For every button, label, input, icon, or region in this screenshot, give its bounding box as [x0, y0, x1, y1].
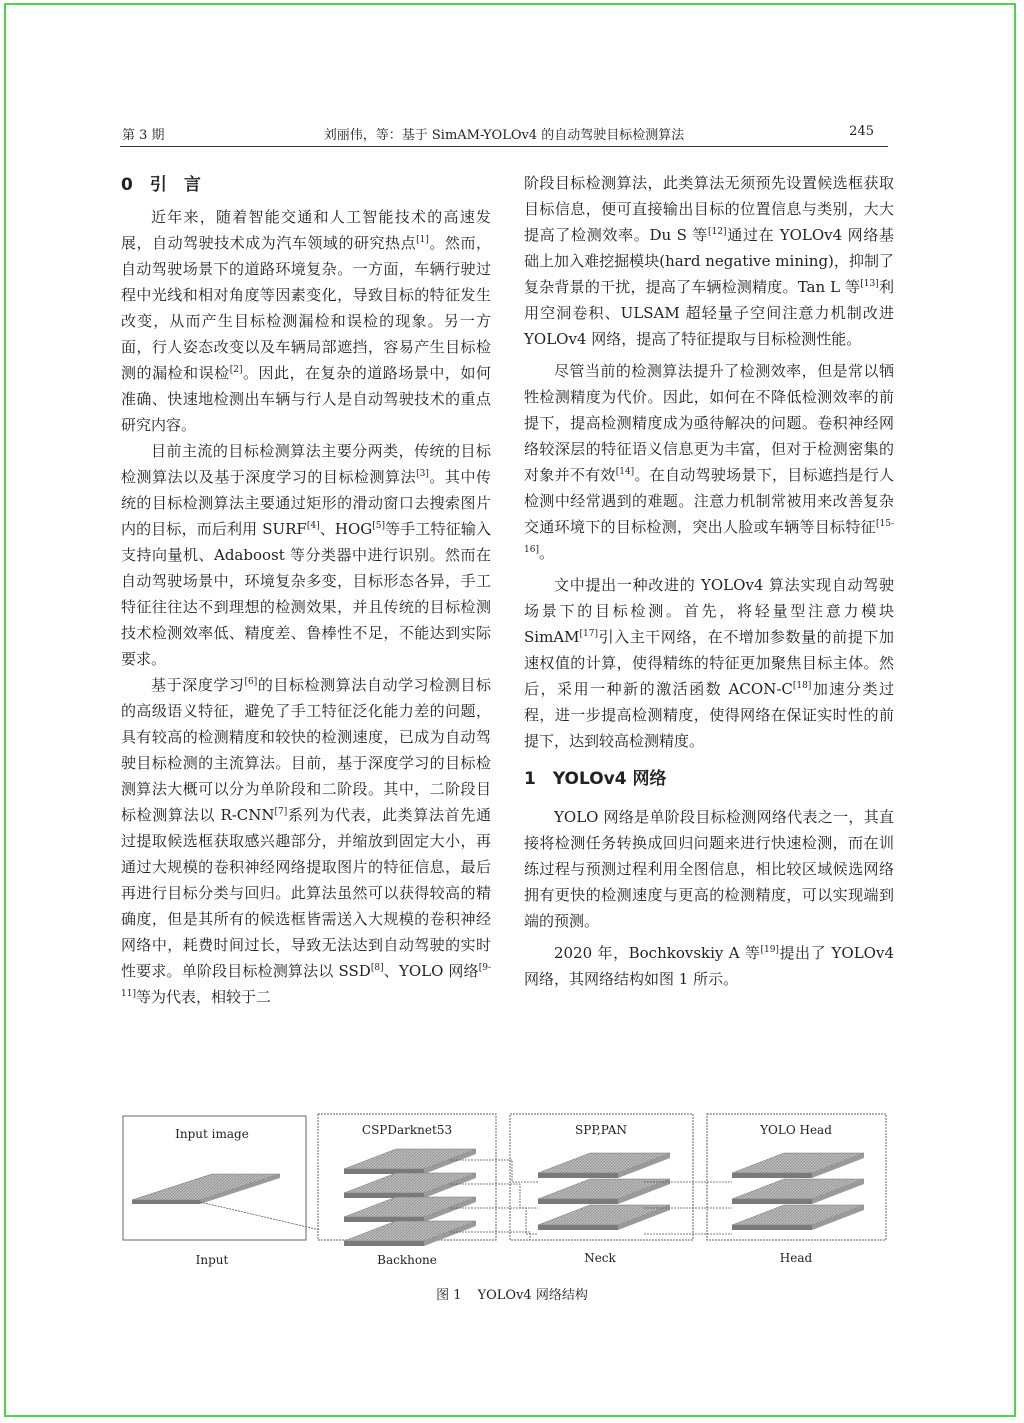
right-column	[524, 170, 894, 992]
intro-paragraph-5: 文中提出一种改进的 YOLOv4 算法实现自动驾驶场景下的目标检测。首先，将轻量型注意力模块 SimAM[17]引入主干网络，在不增加参数量的前提下加速权值的计算，使得精练的特征更加聚焦目标主体。然后，采用一种新的激活函数 ACON-C[18]加速分类过程，进一步提高检测精度，使得网络在保证实时性的前提下，达到较高检测精度。	[524, 576, 894, 750]
yolo-paragraph-2: 2020 年，Bochkovskiy A 等[19]提出了 YOLOv4 网络，其网络结构如图 1 所示。	[524, 944, 894, 988]
intro-paragraph-1: 近年来，随着智能交通和人工智能技术的高速发展，自动驾驶技术成为汽车领域的研究热点[1]。然而，自动驾驶场景下的道路环境复杂。一方面，车辆行驶过程中光线和相对角度等因素变化，导致目标的特征发生改变，从而产生目标检测漏检和误检的现象。另一方面，行人姿态改变以及车辆局部遮挡，容易产生目标检测的漏检和误检[2]。因此，在复杂的道路场景中，如何准确、快速地检测出车辆与行人是自动驾驶技术的重点研究内容。	[121, 208, 491, 434]
intro-paragraph-4: 尽管当前的检测算法提升了检测效率，但是常以牺牲检测精度为代价。因此，如何在不降低检测效率的前提下，提高检测精度成为亟待解决的问题。卷积神经网络较深层的特征语义信息更为丰富，但对于检测密集的对象并不有效[14]。在自动驾驶场景下，目标遮挡是行人检测中经常遇到的难题。注意力机制常被用来改善复杂交通环境下的目标检测，突出人脸或车辆等目标特征[15-16]。	[524, 362, 894, 562]
intro-paragraph-2: 目前主流的目标检测算法主要分两类，传统的目标检测算法以及基于深度学习的目标检测算法[3]。其中传统的目标检测算法主要通过矩形的滑动窗口去搜索图片内的目标，而后利用 SURF[4]、HOG[5]等手工特征输入支持向量机、Adaboost 等分类器中进行识别。然而在自动驾驶场景中，环境复杂多变，目标形态各异，手工特征往往达不到理想的检测效果，并且传统的目标检测技术检测效率低、精度差、鲁棒性不足，不能达到实际要求。	[121, 442, 491, 668]
yolov4-architecture-figure	[120, 1112, 890, 1272]
head-box-title: YOLO Head	[760, 1123, 832, 1137]
citation[interactable]: [15-16]	[524, 519, 894, 555]
stage-label-neck: Neck	[584, 1251, 616, 1265]
figure-caption-text: YOLOv4 网络结构	[477, 1288, 588, 1303]
stage-label-input: Input	[195, 1253, 229, 1267]
citation[interactable]: [18]	[792, 681, 812, 691]
backbone-box-title: CSPDarknet53	[361, 1123, 453, 1137]
head-feature-layers	[732, 1153, 864, 1230]
section-0-heading: 0 引 言	[121, 175, 201, 195]
citation[interactable]: [17]	[579, 629, 598, 639]
citation[interactable]: [3]	[416, 469, 429, 479]
citation[interactable]: [4]	[306, 521, 320, 531]
section-1-heading: 1 YOLOv4 网络	[524, 769, 667, 789]
citation[interactable]: [5]	[372, 521, 385, 531]
intro-paragraph-3-cont: 阶段目标检测算法，此类算法无须预先设置候选框获取目标信息，便可直接输出目标的位置信息与类别，大大提高了检测效率。Du S 等[12]通过在 YOLOv4 网络基础上加入难挖掘模块(hard negative mining)，抑制了复杂背景的干扰，提高了车辆检测精度。Tan L 等[13]利用空洞卷积、ULSAM 超轻量子空间注意力机制改进 YOLOv4 网络，提高了特征提取与目标检测性能。	[524, 174, 895, 348]
yolo-paragraph-1: YOLO 网络是单阶段目标检测网络代表之一，其直接将检测任务转换成回归问题来进行快速检测，而在训练过程与预测过程利用全图信息，相比较区域候选网络拥有更快的检测速度与更高的检测精度，可以实现端到端的预测。	[524, 808, 894, 930]
citation[interactable]: [9-11]	[121, 963, 491, 999]
neck-box-title: SPP,PAN	[575, 1123, 627, 1137]
left-column	[121, 170, 491, 1010]
backbone-feature-layers	[344, 1149, 476, 1246]
issue-number: 第 3 期	[122, 128, 165, 143]
neck-feature-layers	[538, 1153, 670, 1230]
citation[interactable]: [13]	[860, 279, 879, 289]
input-box-title: Input image	[175, 1127, 249, 1141]
citation[interactable]: [19]	[760, 945, 779, 955]
page-number: 245	[849, 124, 874, 139]
article-title: 刘丽伟，等：基于 SimAM-YOLOv4 的自动驾驶目标检测算法	[323, 128, 685, 143]
figure-number: 图 1	[436, 1288, 462, 1303]
citation[interactable]: [6]	[244, 677, 258, 687]
intro-paragraph-3: 基于深度学习[6]的目标检测算法自动学习检测目标的高级语义特征，避免了手工特征泛化能力差的问题，具有较高的检测精度和较快的检测速度，已成为自动驾驶目标检测的主流算法。目前，基于深度学习的目标检测算法大概可以分为单阶段和二阶段。其中，二阶段目标检测算法以 R-CNN[7]系列为代表，此类算法首先通过提取候选框获取感兴趣部分，并缩放到固定大小，再通过大规模的卷积神经网络提取图片的特征信息，最后再进行目标分类与回归。此算法虽然可以获得较高的精确度，但是其所有的候选框皆需送入大规模的卷积神经网络中，耗费时间过长，导致无法达到自动驾驶的实时性要求。单阶段目标检测算法以 SSD[8]、YOLO 网络[9-11]等为代表，相较于二	[121, 676, 491, 1006]
citation[interactable]: [2]	[229, 365, 243, 375]
running-header	[120, 124, 888, 147]
input-feature-layer	[132, 1174, 280, 1204]
citation[interactable]: [12]	[708, 227, 727, 237]
stage-label-backbone: Backhone	[377, 1253, 437, 1267]
figure-caption	[0, 1284, 1024, 1303]
citation[interactable]: [8]	[370, 963, 384, 973]
citation[interactable]: [14]	[615, 467, 635, 477]
stage-label-head: Head	[779, 1251, 813, 1265]
citation[interactable]: [7]	[274, 807, 288, 817]
citation[interactable]: [1]	[416, 235, 429, 245]
